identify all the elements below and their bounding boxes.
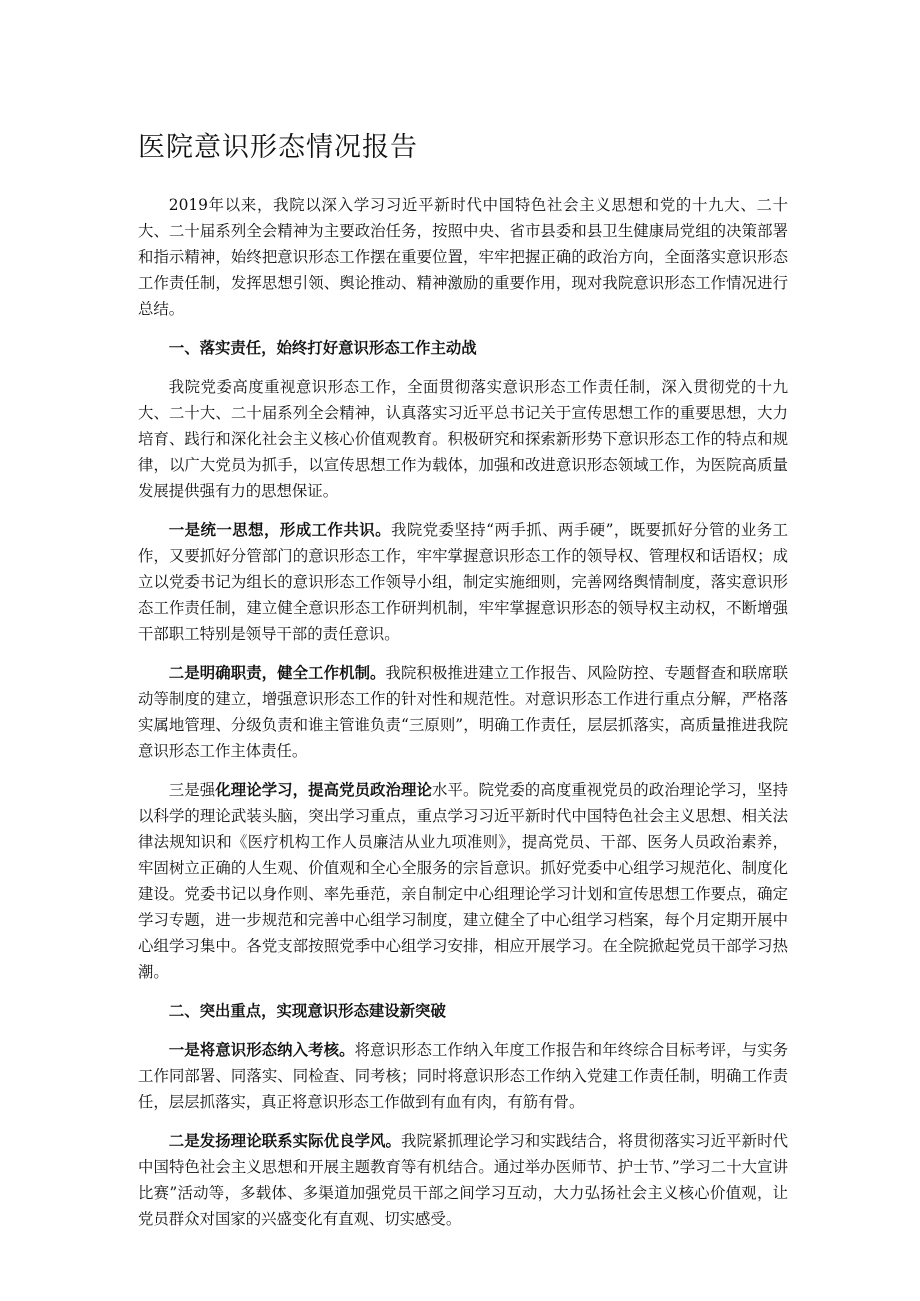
section1-point3-paragraph (138, 777, 788, 985)
section2-point1-paragraph (138, 1037, 788, 1115)
section2-heading: 二、突出重点，实现意识形态建设新突破 (168, 1002, 446, 1020)
section1-point3-body: 水平。院党委的高度重视党员的政治理论学习，坚持以科学的理论武装头脑，突出学习重点，重点学习习近平新时代中国特色社会主义思想、相关法律法规知识和《医疗机构工作人员廉洁从业九项准则》，提高党员、干部、医务人员政治素养，牢固树立正确的人生观、价值观和全心全服务的宗旨意识。抓好党委中心组学习规范化、制度化建设。党委书记以身作则、率先垂范，亲自制定中心组理论学习计划和宣传思想工作要点，确定学习专题，进一步规范和完善中心组学习制度，建立健全了中心组学习档案，每个月定期开展中心组学习集中。各党支部按照党季中心组学习安排，相应开展学习。在全院掀起党员干部学习热潮。 (138, 781, 788, 981)
section1-point2-paragraph (138, 660, 788, 764)
section2-point2-lead: 二是发扬理论联系实际优良学风。 (168, 1132, 402, 1150)
intro-paragraph: 2019年以来，我院以深入学习习近平新时代中国特色社会主义思想和党的十九大、二十大、二十届系列全会精神为主要政治任务，按照中央、省市县委和县卫生健康局党组的决策部署和指示精神，始终把意识形态工作摆在重要位置，牢牢把握正确的政治方向，全面落实意识形态工作责任制，发挥思想引领、舆论推动、精神激励的重要作用，现对我院意识形态工作情况进行总结。 (138, 196, 788, 318)
section2-point2-body: 我院紧抓理论学习和实践结合，将贯彻落实习近平新时代中国特色社会主义思想和开展主题教育等有机结合。通过举办医师节、护士节、”学习二十大宣讲比赛”活动等，多载体、多渠道加强党员干部之间学习互动，大力弘扬社会主义核心价值观，让党员群众对国家的兴盛变化有直观、切实感受。 (138, 1132, 788, 1228)
section1-intro-paragraph: 我院党委高度重视意识形态工作，全面贯彻落实意识形态工作责任制，深入贯彻党的十九大、二十大、二十届系列全会精神，认真落实习近平总书记关于宣传思想工作的重要思想，大力培育、践行和深化社会主义核心价值观教育。积极研究和探索新形势下意识形态工作的特点和规律，以广大党员为抓手，以宣传思想工作为载体，加强和改进意识形态领域工作，为医院高质量发展提供强有力的思想保证。 (138, 378, 788, 500)
document-page (138, 128, 788, 1245)
section2-point1-body: 将意识形态工作纳入年度工作报告和年终综合目标考评，与实务工作同部署、同落实、同检查、同考核；同时将意识形态工作纳入党建工作责任制，明确工作责任，层层抓落实，真正将意识形态工作做到有血有肉，有筋有骨。 (138, 1041, 788, 1111)
section1-point3-lead: 化理论学习，提高党员政治理论 (215, 781, 432, 799)
section1-point3-prefix: 三是强 (168, 781, 216, 799)
section1-point2-body: 我院积极推进建立工作报告、风险防控、专题督查和联席联动等制度的建立，增强意识形态工作的针对性和规范性。对意识形态工作进行重点分解，严格落实属地管理、分级负责和谁主管谁负责“三原则”，明确工作责任，层层抓落实，高质量推进我院意识形态工作主体责任。 (138, 664, 788, 760)
section2-point2-paragraph (138, 1128, 788, 1232)
section1-point2-lead: 二是明确职责，健全工作机制。 (168, 664, 386, 682)
document-title: 医院意识形态情况报告 (138, 132, 418, 163)
section1-point1-body: 我院党委坚持“两手抓、两手硬”，既要抓好分管的业务工作，又要抓好分管部门的意识形态工作，牢牢掌握意识形态工作的领导权、管理权和话语权；成立以党委书记为组长的意识形态工作领导小组，制定实施细则，完善网络舆情制度，落实意识形态工作责任制，建立健全意识形态工作研判机制，牢牢掌握意识形态的领导权主动权，不断增强干部职工特别是领导干部的责任意识。 (138, 521, 788, 643)
section1-point1-paragraph (138, 517, 788, 647)
section1-heading: 一、落实责任，始终打好意识形态工作主动战 (168, 339, 477, 357)
section2-point1-lead: 一是将意识形态纳入考核。 (168, 1041, 355, 1059)
section1-point1-lead: 一是统一思想，形成工作共识。 (168, 521, 391, 539)
